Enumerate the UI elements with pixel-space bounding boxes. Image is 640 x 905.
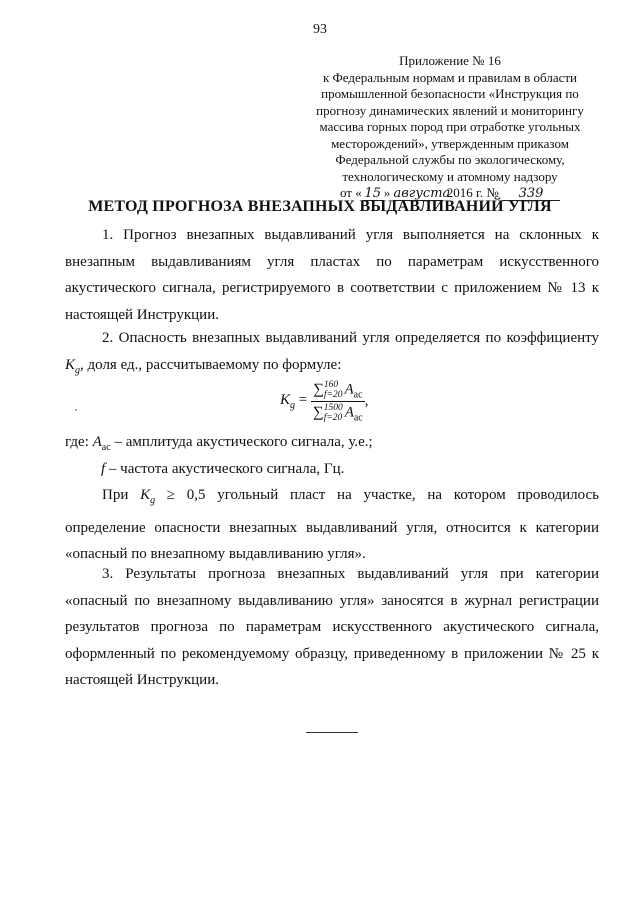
a-subscript: ac	[101, 442, 111, 453]
term: A	[344, 381, 354, 398]
formula-fraction	[311, 380, 365, 424]
formula-denominator	[311, 402, 365, 423]
date-year: 2016 г. №	[446, 185, 499, 200]
paragraph-1: 1. Прогноз внезапных выдавливаний угля выполняется на склонных к внезапным выдавливаниям угля пластах по параметрам искусственного акустического сигнала, регистрируемого в соответствии с приложением № 13 к настоящей Инструкции.	[65, 227, 599, 323]
formula-equals: =	[298, 392, 308, 409]
freq-text: – частота акустического сигнала, Гц.	[105, 461, 345, 477]
formula-trail: ,	[364, 393, 369, 410]
formula-lhs-sub: g	[290, 400, 296, 412]
p3-rest: ≥ 0,5 угольный пласт на участке, на котором проводилось определение опасности внезапных выдавливаний угля, относится к категории «опасный по внезапному выдавливанию угля».	[65, 487, 599, 562]
approval-block	[300, 53, 600, 202]
approval-line: прогнозу динамических явлений и мониторингу	[316, 102, 584, 118]
sum-symbol: ∑	[312, 404, 324, 421]
p2-text: 2. Опасность внезапных выдавливаний угля определяется по коэффициенту	[102, 330, 599, 346]
term: A	[344, 404, 354, 421]
approval-line: промышленной безопасности «Инструкция по	[321, 86, 579, 101]
sum-lower: f=20	[323, 413, 343, 424]
approval-line: Федеральной службы по экологическому,	[335, 152, 565, 167]
paragraph-2	[65, 325, 599, 384]
approval-line: массива горных пород при отработке угольных	[319, 119, 581, 134]
k-subscript: g	[75, 364, 81, 376]
k-symbol: K	[140, 487, 151, 503]
end-separator	[306, 732, 358, 733]
document-title: МЕТОД ПРОГНОЗА ВНЕЗАПНЫХ ВЫДАВЛИВАНИЙ УГЛЯ	[88, 198, 552, 215]
where-text: – амплитуда акустического сигнала, у.е.;	[110, 434, 373, 450]
approval-line: Приложение № 16	[399, 53, 501, 68]
approval-line: месторождений», утвержденным приказом	[331, 135, 569, 151]
formula-lhs: K	[280, 392, 291, 409]
k-subscript: g	[150, 495, 156, 506]
f-symbol: f	[101, 461, 106, 477]
term-sub: ac	[353, 389, 363, 401]
approval-line: технологическому и атомному надзору	[342, 168, 558, 184]
term-sub: ac	[353, 412, 363, 424]
paragraph-3	[65, 482, 599, 568]
formula	[280, 380, 369, 424]
sum-lower: f=20	[323, 390, 343, 400]
approval-line: к Федеральным нормам и правилам в области	[322, 69, 578, 85]
page-number: 93	[313, 22, 327, 37]
handwritten-day: 15	[362, 187, 384, 201]
handwritten-month: августа	[393, 186, 451, 201]
date-prefix: от «	[339, 185, 362, 200]
sum-upper: 1500	[323, 403, 343, 414]
handwritten-order-number: 339	[502, 187, 560, 201]
paragraph-4: 3. Результаты прогноза внезапных выдавливаний угля при категории «опасный по внезапному выдавливанию угля» заносятся в журнал регистрации результатов прогноза по параметрам искусственного акустического сигнала, оформленный по рекомендуемому образцу, приведенному в приложении № 25 к настоящей Инструкции.	[65, 566, 599, 688]
k-symbol: K	[65, 356, 76, 373]
p2-rest: , доля ед., рассчитываемому по формуле:	[80, 356, 342, 373]
definition-amplitude	[65, 434, 373, 453]
scan-speck	[75, 409, 77, 411]
date-mid: »	[383, 185, 391, 200]
a-symbol: A	[92, 434, 102, 450]
sum-symbol: ∑	[313, 381, 324, 398]
p3-start: При	[102, 487, 141, 503]
where-prefix: где:	[65, 434, 93, 450]
definition-frequency	[101, 461, 344, 478]
sum-upper: 160	[323, 380, 339, 390]
formula-numerator	[311, 380, 365, 402]
